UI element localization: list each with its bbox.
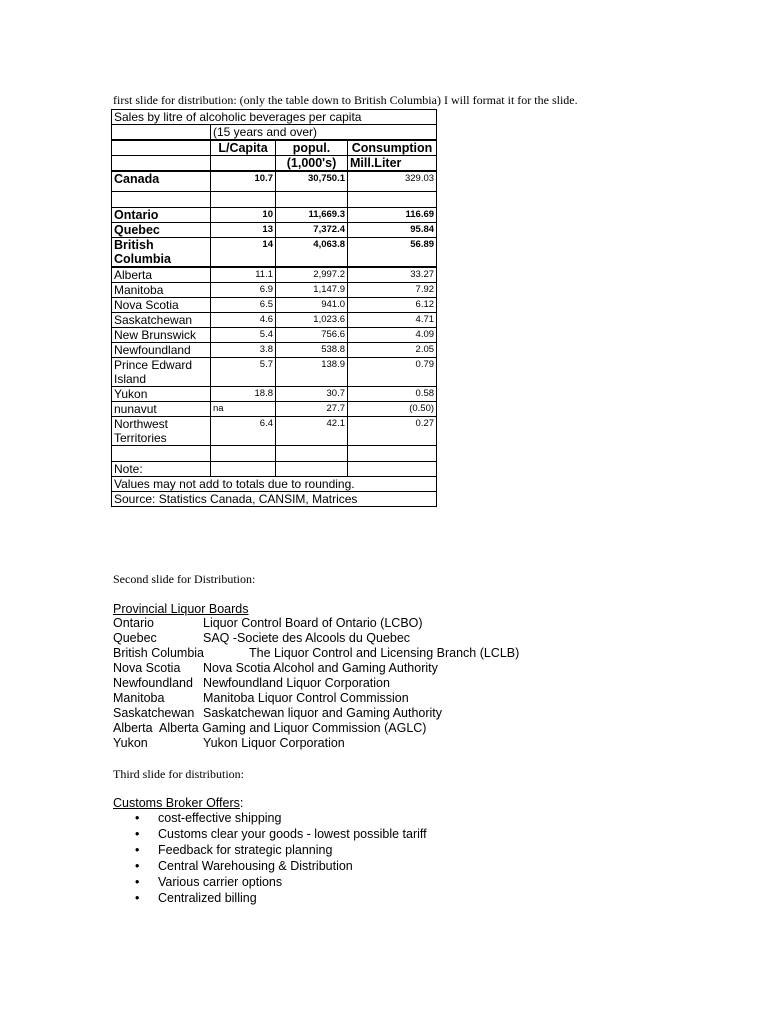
table-note-text: Values may not add to totals due to rounding. <box>112 476 437 491</box>
table-row: Saskatchewan 4.6 1,023.6 4.71 <box>112 312 437 327</box>
customs-heading-text: Customs Broker Offers <box>113 796 240 810</box>
second-slide-title: Second slide for Distribution: <box>113 572 256 586</box>
table-row: Nova Scotia 6.5 941.0 6.12 <box>112 297 437 312</box>
list-item: Yukon Yukon Liquor Corporation <box>113 736 345 750</box>
list-item: • Feedback for strategic planning <box>135 843 333 857</box>
table-row: Alberta 11.1 2,997.2 33.27 <box>112 267 437 283</box>
table-note-text-row <box>112 476 437 491</box>
table-row: Newfoundland 3.8 538.8 2.05 <box>112 342 437 357</box>
header-consumption: Consumption <box>348 140 437 156</box>
bullet-icon: • <box>135 811 140 825</box>
table-title: Sales by litre of alcoholic beverages per capita <box>112 110 437 125</box>
table-source-row <box>112 491 437 506</box>
list-item: • Central Warehousing & Distribution <box>135 859 353 873</box>
header-consumption-unit: Mill.Liter <box>348 156 437 172</box>
table-title-row <box>112 110 437 125</box>
table-spacer-row <box>112 445 437 461</box>
list-item: Nova Scotia Nova Scotia Alcohol and Gaming Authority <box>113 661 438 675</box>
table-row: Quebec 13 7,372.4 95.84 <box>112 222 437 237</box>
table-row: Yukon 18.8 30.7 0.58 <box>112 386 437 401</box>
header-popul: popul. <box>276 140 348 156</box>
bullet-icon: • <box>135 875 140 889</box>
list-item: Ontario Liquor Control Board of Ontario (LCBO) <box>113 616 423 630</box>
bullet-icon: • <box>135 891 140 905</box>
row-label: Canada <box>112 171 211 191</box>
header-popul-unit: (1,000's) <box>276 156 348 172</box>
list-item: Newfoundland Newfoundland Liquor Corporation <box>113 676 390 690</box>
table-source: Source: Statistics Canada, CANSIM, Matrices <box>112 491 437 506</box>
customs-heading <box>113 796 243 810</box>
list-item: Quebec SAQ -Societe des Alcools du Quebec <box>113 631 411 645</box>
list-item: • Customs clear your goods - lowest possible tariff <box>135 827 427 841</box>
table-header-row-1 <box>112 140 437 156</box>
sales-table <box>111 109 437 507</box>
table-note-row <box>112 461 437 476</box>
intro-text: first slide for distribution: (only the table down to British Columbia) I will format it for the slide. <box>113 93 578 107</box>
bullet-icon: • <box>135 859 140 873</box>
third-slide-title: Third slide for distribution: <box>113 767 244 781</box>
list-item: Saskatchewan Saskatchewan liquor and Gaming Authority <box>113 706 443 720</box>
list-item: • Centralized billing <box>135 891 257 905</box>
liquor-boards-heading: Provincial Liquor Boards <box>113 602 249 616</box>
list-item: • Various carrier options <box>135 875 283 889</box>
customs-heading-colon: : <box>239 796 244 810</box>
list-item: • cost-effective shipping <box>135 811 282 825</box>
table-note: Note: <box>112 461 211 476</box>
table-subtitle-row <box>112 125 437 141</box>
list-item: British Columbia The Liquor Control and Licensing Branch (LCLB) <box>113 646 520 660</box>
bullet-icon: • <box>135 843 140 857</box>
table-header-row-2 <box>112 156 437 172</box>
table-row: New Brunswick 5.4 756.6 4.09 <box>112 327 437 342</box>
table-row-canada: Canada 10.7 30,750.1 329.03 <box>112 171 437 191</box>
header-lcapita: L/Capita <box>211 140 276 156</box>
table-spacer-row <box>112 191 437 207</box>
table-subtitle: (15 years and over) <box>211 125 437 141</box>
table-row: British Columbia 14 4,063.8 56.89 <box>112 237 437 267</box>
table-row: Manitoba 6.9 1,147.9 7.92 <box>112 282 437 297</box>
list-item: Manitoba Manitoba Liquor Control Commission <box>113 691 409 705</box>
table-row: Ontario 10 11,669.3 116.69 <box>112 207 437 222</box>
customs-offers-list <box>113 810 427 906</box>
table-row: nunavut na 27.7 (0.50) <box>112 401 437 416</box>
liquor-boards-list <box>113 616 583 751</box>
table-row: Northwest Territories 6.4 42.1 0.27 <box>112 416 437 445</box>
list-item: Alberta Alberta Gaming and Liquor Commission (AGLC) <box>113 721 427 735</box>
bullet-icon: • <box>135 827 140 841</box>
table-row: Prince Edward Island 5.7 138.9 0.79 <box>112 357 437 386</box>
